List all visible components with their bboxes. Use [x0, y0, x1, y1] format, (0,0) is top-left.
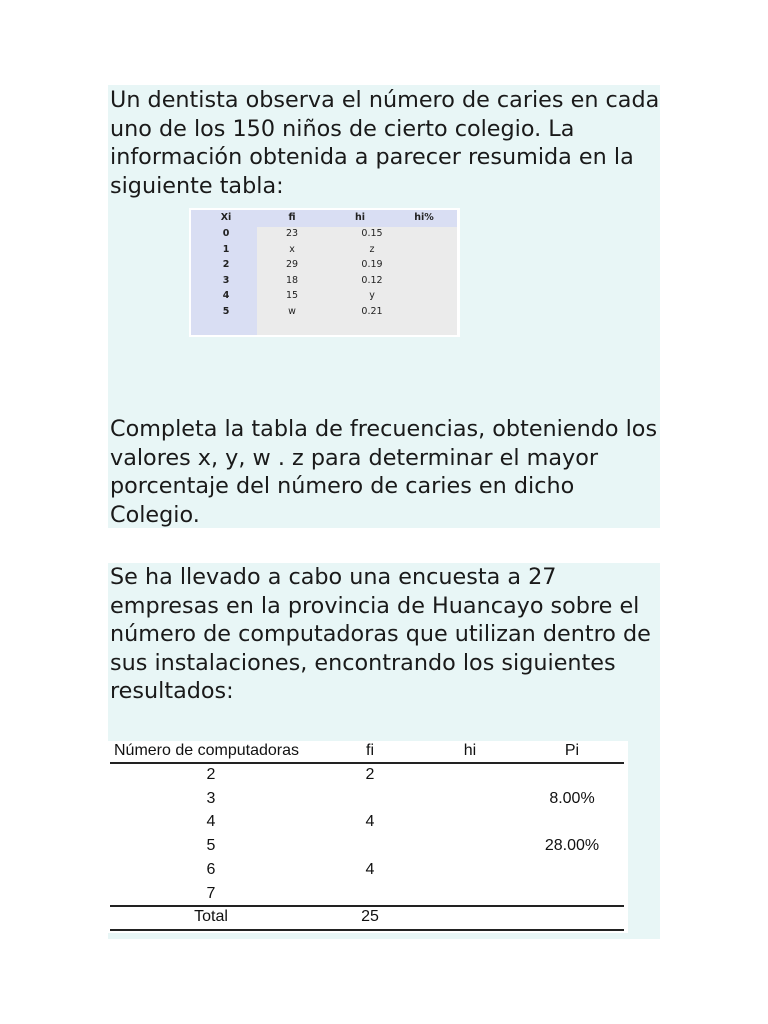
caries-table-cell: 0.12 [361, 274, 383, 286]
caries-table-header-cell: hi [354, 212, 366, 223]
computers-table-cell: 8.00% [549, 789, 595, 807]
caries-table-header-cell: fi [288, 212, 296, 223]
caries-table-cell: z [369, 243, 375, 255]
caries-table-header-cell: Xi [220, 212, 232, 223]
caries-table-cell: 29 [285, 259, 299, 271]
computers-table-cell: 3 [206, 789, 216, 807]
caries-table-cell: w [288, 306, 296, 317]
caries-frequency-table [189, 208, 460, 337]
caries-table-cell: 0 [222, 228, 230, 239]
problem-1-intro: Un dentista observa el número de caries en cada uno de los 150 niños de cierto colegio. La información obtenida a parecer resumida en la siguiente tabla: [110, 87, 660, 199]
caries-table-cell: 2 [222, 259, 230, 271]
computers-table-cell: 4 [365, 860, 375, 878]
computers-table-cell: 4 [206, 813, 216, 831]
caries-table-header-cell: hi% [414, 212, 434, 223]
caries-table-cell: x [289, 243, 295, 255]
caries-table-cell: 23 [285, 228, 299, 239]
table-header-rule [110, 762, 624, 764]
caries-table-cell: 0.15 [361, 228, 383, 239]
computers-table-cell: 4 [365, 813, 375, 831]
caries-table-cell: 18 [285, 274, 299, 286]
problem-1-question: Completa la tabla de frecuencias, obteniendo los valores x, y, w . z para determinar el mayor porcentaje del número de caries en dicho Colegio. [110, 416, 658, 528]
problem-2-intro: Se ha llevado a cabo una encuesta a 27 empresas en la provincia de Huancayo sobre el número de computadoras que utilizan dentro de sus instalaciones, encontrando los siguientes resultados: [110, 564, 651, 705]
caries-table-cell: 3 [222, 274, 230, 286]
computers-frequency-table [108, 741, 628, 933]
computers-table-total-cell: Total [194, 908, 228, 925]
computers-table-header-cell: fi [366, 742, 374, 759]
computers-table-cell: 6 [206, 860, 216, 878]
computers-table-header-cell: Número de computadoras [114, 742, 299, 759]
computers-table-cell: 2 [365, 766, 375, 783]
caries-table-cell: 4 [222, 290, 230, 302]
caries-table-cell: 5 [222, 306, 230, 317]
table-total-top-rule [110, 905, 624, 907]
computers-table-header-cell: Pi [564, 742, 580, 759]
caries-table-cell: 15 [285, 290, 299, 302]
caries-table-cell: y [369, 290, 375, 302]
computers-table-cell: 7 [206, 884, 216, 902]
caries-table-cell: 0.19 [361, 259, 383, 271]
computers-table-cell: 28.00% [544, 837, 600, 855]
computers-table-cell: 2 [206, 766, 216, 783]
computers-table-header-cell: hi [463, 742, 477, 759]
table-total-bottom-rule [110, 929, 624, 931]
caries-table-body [191, 210, 457, 335]
caries-table-cell: 0.21 [361, 306, 383, 317]
computers-table-cell: 5 [206, 837, 216, 855]
caries-table-cell: 1 [222, 243, 230, 255]
computers-table-total-cell: 25 [361, 908, 379, 925]
